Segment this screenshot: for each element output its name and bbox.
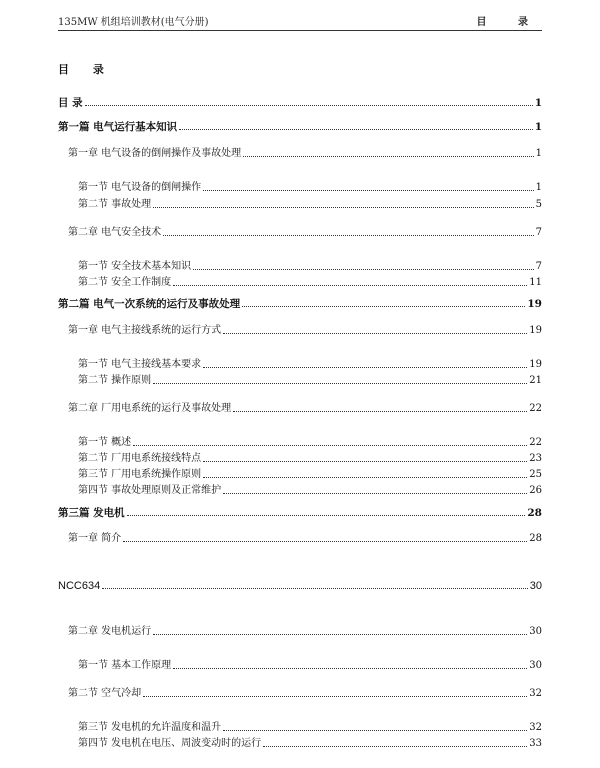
toc-entry-label: 第四节 发电机在电压、周波变动时的运行 xyxy=(78,738,262,749)
dot-leader xyxy=(153,207,533,208)
toc-entry-page-number: 33 xyxy=(529,738,542,749)
toc-entry-label: 目 录 xyxy=(58,97,83,109)
dot-leader xyxy=(203,190,533,191)
toc-entry[interactable] xyxy=(68,325,542,337)
toc-entry[interactable] xyxy=(68,403,542,415)
dot-leader xyxy=(193,269,533,270)
dot-leader xyxy=(85,105,533,106)
header-book-title: 135MW 机组培训教材(电气分册) xyxy=(58,17,209,28)
toc-entry[interactable] xyxy=(58,580,542,592)
toc-entry-label: 第二节 厂用电系统接线特点 xyxy=(78,453,202,464)
toc-entry-page-number: 30 xyxy=(529,660,542,671)
toc-entry-page-number: 1 xyxy=(534,121,542,133)
dot-leader xyxy=(123,541,527,542)
toc-entry[interactable] xyxy=(78,261,542,273)
toc-entry-label: 第一篇 电气运行基本知识 xyxy=(58,121,178,133)
dot-leader xyxy=(143,696,527,697)
toc-entry[interactable] xyxy=(78,359,542,371)
toc-entry-page-number: 32 xyxy=(529,722,542,733)
toc-entry-label: 第一节 安全技术基本知识 xyxy=(78,261,192,272)
toc-entry-page-number: 1 xyxy=(534,97,542,109)
toc-entry-label: 第二节 操作原则 xyxy=(78,375,152,386)
toc-entry[interactable] xyxy=(78,453,542,465)
toc-entry[interactable] xyxy=(78,469,542,481)
toc-entry-label: 第四节 事故处理原则及正常维护 xyxy=(78,485,222,496)
toc-entry[interactable] xyxy=(78,277,542,289)
toc-entry[interactable] xyxy=(58,298,542,310)
toc-entry-page-number: 1 xyxy=(535,182,542,193)
dot-leader xyxy=(179,129,533,130)
toc-entry[interactable] xyxy=(68,148,542,160)
toc-entry[interactable] xyxy=(78,660,542,672)
toc-entry-page-number: 19 xyxy=(529,359,542,370)
toc-entry-label: 第一节 概述 xyxy=(78,437,132,448)
toc-entry-page-number: 28 xyxy=(529,533,542,544)
toc-entry-label: 第三节 厂用电系统操作原则 xyxy=(78,469,202,480)
toc-entry-page-number: 23 xyxy=(529,453,542,464)
dot-leader xyxy=(203,367,527,368)
toc-entry-page-number: 5 xyxy=(535,199,542,210)
dot-leader xyxy=(263,746,527,747)
toc-entry[interactable] xyxy=(78,722,542,734)
toc-entry-label: 第一章 电气主接线系统的运行方式 xyxy=(68,325,222,336)
dot-leader xyxy=(203,461,527,462)
toc-entry[interactable] xyxy=(58,507,542,519)
toc-entry-label: 第一节 基本工作原理 xyxy=(78,660,172,671)
toc-entry-label: 第一节 电气设备的倒闸操作 xyxy=(78,182,202,193)
toc-entry[interactable] xyxy=(78,182,542,194)
toc-entry[interactable] xyxy=(58,97,542,109)
dot-leader xyxy=(223,730,527,731)
toc-entry-label: 第三篇 发电机 xyxy=(58,507,125,519)
toc-heading: 目 录 xyxy=(58,63,114,76)
toc-entry[interactable] xyxy=(68,533,542,545)
dot-leader xyxy=(223,493,527,494)
dot-leader xyxy=(102,588,528,589)
toc-entry-label: 第一章 简介 xyxy=(68,533,122,544)
toc-entry-label: 第三节 发电机的允许温度和温升 xyxy=(78,722,222,733)
page-header xyxy=(58,12,542,31)
toc-entry-page-number: 21 xyxy=(529,375,542,386)
toc-entry-label: 第二篇 电气一次系统的运行及事故处理 xyxy=(58,298,241,310)
toc-entry[interactable] xyxy=(68,626,542,638)
toc-entry[interactable] xyxy=(58,121,542,133)
toc-entry[interactable] xyxy=(78,738,542,750)
toc-entry-label: 第二章 厂用电系统的运行及事故处理 xyxy=(68,403,232,414)
toc-entry-label: 第一节 电气主接线基本要求 xyxy=(78,359,202,370)
toc-entry-page-number: 7 xyxy=(535,227,542,238)
toc-entry-label: 第二节 事故处理 xyxy=(78,199,152,210)
toc-entry-page-number: 22 xyxy=(529,437,542,448)
dot-leader xyxy=(233,411,527,412)
toc-entry-page-number: 1 xyxy=(535,148,542,159)
toc-entry-label: NCC634 xyxy=(58,580,101,592)
dot-leader xyxy=(173,285,527,286)
toc-entry[interactable] xyxy=(78,485,542,497)
dot-leader xyxy=(242,306,525,307)
toc-entry-page-number: 22 xyxy=(529,403,542,414)
toc-entry-page-number: 19 xyxy=(529,325,542,336)
dot-leader xyxy=(133,445,527,446)
dot-leader xyxy=(163,235,533,236)
toc-entry[interactable] xyxy=(68,227,542,239)
toc-entry-page-number: 26 xyxy=(529,485,542,496)
toc-entry-page-number: 25 xyxy=(529,469,542,480)
toc-entry-label: 第二节 空气冷却 xyxy=(68,688,142,699)
toc-entry-page-number: 19 xyxy=(527,298,542,310)
toc-entry[interactable] xyxy=(78,437,542,449)
toc-entry-page-number: 7 xyxy=(535,261,542,272)
toc-entry-page-number: 32 xyxy=(529,688,542,699)
toc-entry-label: 第二章 电气安全技术 xyxy=(68,227,162,238)
toc-entry-page-number: 11 xyxy=(529,277,542,288)
toc-entry-page-number: 30 xyxy=(529,626,542,637)
dot-leader xyxy=(203,477,527,478)
toc-entry-label: 第二章 发电机运行 xyxy=(68,626,152,637)
toc-entry[interactable] xyxy=(78,375,542,387)
dot-leader xyxy=(127,515,526,516)
dot-leader xyxy=(173,668,527,669)
toc-entry-label: 第一章 电气设备的倒闸操作及事故处理 xyxy=(68,148,242,159)
toc-entry-label: 第二节 安全工作制度 xyxy=(78,277,172,288)
toc-entry[interactable] xyxy=(68,688,542,700)
dot-leader xyxy=(243,156,533,157)
dot-leader xyxy=(223,333,527,334)
toc-entry-page-number: 28 xyxy=(527,507,542,519)
toc-entry-page-number: 30 xyxy=(529,580,542,592)
dot-leader xyxy=(153,634,527,635)
toc-entry[interactable] xyxy=(78,199,542,211)
dot-leader xyxy=(153,383,527,384)
header-section-title: 目 录 xyxy=(476,17,542,28)
